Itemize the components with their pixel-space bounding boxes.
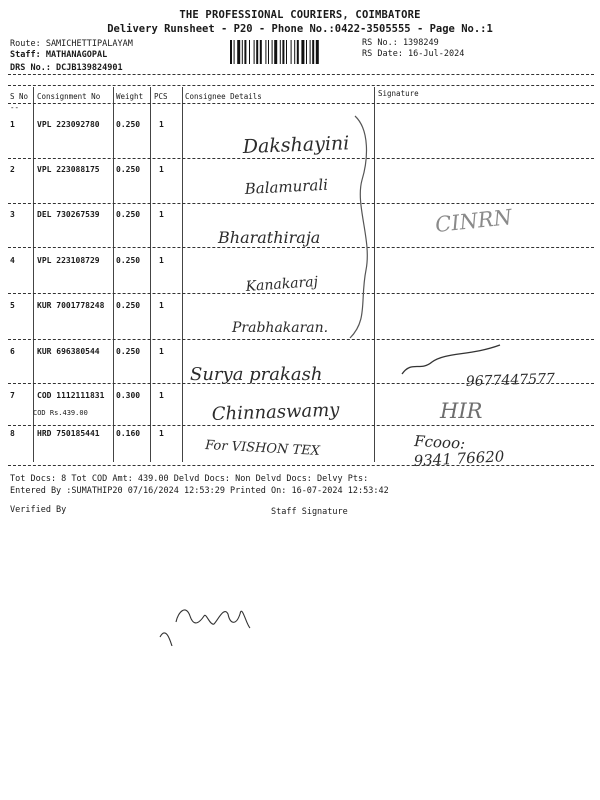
row-weight: 0.160 <box>116 429 141 438</box>
rs-number: RS No.: 1398249 <box>362 38 439 48</box>
rs-date: RS Date: 16-Jul-2024 <box>362 49 465 59</box>
runsheet-title: Delivery Runsheet - P20 - Phone No.:0422-3505555 - Page No.:1 <box>107 23 493 35</box>
row-weight: 0.250 <box>116 210 141 219</box>
row-consignment: COD 1112111831 <box>37 391 105 400</box>
route-label: Route: SAMICHETTIPALAYAM <box>10 39 133 49</box>
row-sno: 3 <box>10 210 15 219</box>
handwritten-consignee: Dakshayini <box>242 132 350 158</box>
row-sno: 1 <box>10 120 15 129</box>
signature-text: 9341 76620 <box>413 447 505 470</box>
drs-number: DRS No.: DCJB139824901 <box>10 63 123 73</box>
row-weight: 0.250 <box>116 301 141 310</box>
signature-text: CINRN <box>434 205 514 237</box>
col-pcs: PCS <box>154 92 168 101</box>
col-weight: Weight <box>116 92 144 101</box>
row-pcs: 1 <box>159 120 164 129</box>
row-pcs: 1 <box>159 301 164 310</box>
row-consignment: VPL 223088175 <box>37 165 100 174</box>
row-weight: 0.250 <box>116 165 141 174</box>
company-name: THE PROFESSIONAL COURIERS, COIMBATORE <box>179 9 421 21</box>
handwritten-consignee: Prabhakaran. <box>232 320 329 336</box>
signature-text: HIR <box>440 399 483 423</box>
row-consignment: KUR 7001778248 <box>37 301 105 310</box>
handwritten-consignee: Surya prakash <box>190 364 323 385</box>
handwritten-consignee: Kanakaraj <box>245 273 319 295</box>
row-pcs: 1 <box>159 165 164 174</box>
row-weight: 0.250 <box>116 120 141 129</box>
cod-amount-note: COD Rs.439.00 <box>33 409 88 417</box>
row-sno: 2 <box>10 165 15 174</box>
totals-line: Tot Docs: 8 Tot COD Amt: 439.00 Delvd Docs: Non Delvd Docs: Delvy Pts: <box>10 474 369 484</box>
signature-text: Fcooo: <box>413 432 466 453</box>
row-weight: 0.250 <box>116 347 141 356</box>
row-consignment: VPL 223092780 <box>37 120 100 129</box>
row-pcs: 1 <box>159 391 164 400</box>
staff-label: Staff: MATHANAGOPAL <box>10 50 108 60</box>
row-consignment: VPL 223108729 <box>37 256 100 265</box>
bracket-stroke <box>350 116 367 338</box>
col-signature: Signature <box>378 89 419 98</box>
row-sno: 4 <box>10 256 15 265</box>
staff-signature-label: Staff Signature <box>271 507 348 517</box>
handwritten-consignee: Balamurali <box>244 175 329 198</box>
verified-by-label: Verified By <box>10 505 67 515</box>
col-sno: S No <box>10 92 29 101</box>
handwritten-consignee: For VISHON TEX <box>204 438 321 460</box>
signature-phone: 9677447577 <box>465 370 556 390</box>
row-sno: 5 <box>10 301 15 310</box>
handwritten-consignee: Bharathiraja <box>218 228 321 247</box>
staff-signature-stroke <box>160 610 250 646</box>
handwritten-consignee: Chinnaswamy <box>211 399 340 425</box>
row-sno: 8 <box>10 429 15 438</box>
row-weight: 0.300 <box>116 391 141 400</box>
row-pcs: 1 <box>159 347 164 356</box>
col-consignment: Consignment No <box>37 92 101 101</box>
row-consignment: HRD 750185441 <box>37 429 100 438</box>
row-sno: 6 <box>10 347 15 356</box>
row-pcs: 1 <box>159 256 164 265</box>
row-weight: 0.250 <box>116 256 141 265</box>
signature-stroke <box>402 345 500 374</box>
row-pcs: 1 <box>159 210 164 219</box>
row-pcs: 1 <box>159 429 164 438</box>
row-sno: 7 <box>10 391 15 400</box>
entered-by-line: Entered By :SUMATHIP20 07/16/2024 12:53:29 Printed On: 16-07-2024 12:53:42 <box>10 486 389 496</box>
col-consignee: Consignee Details <box>185 92 262 101</box>
row-consignment: KUR 696380544 <box>37 347 100 356</box>
row-consignment: DEL 730267539 <box>37 210 100 219</box>
col-sno-mark: -- <box>10 103 20 112</box>
